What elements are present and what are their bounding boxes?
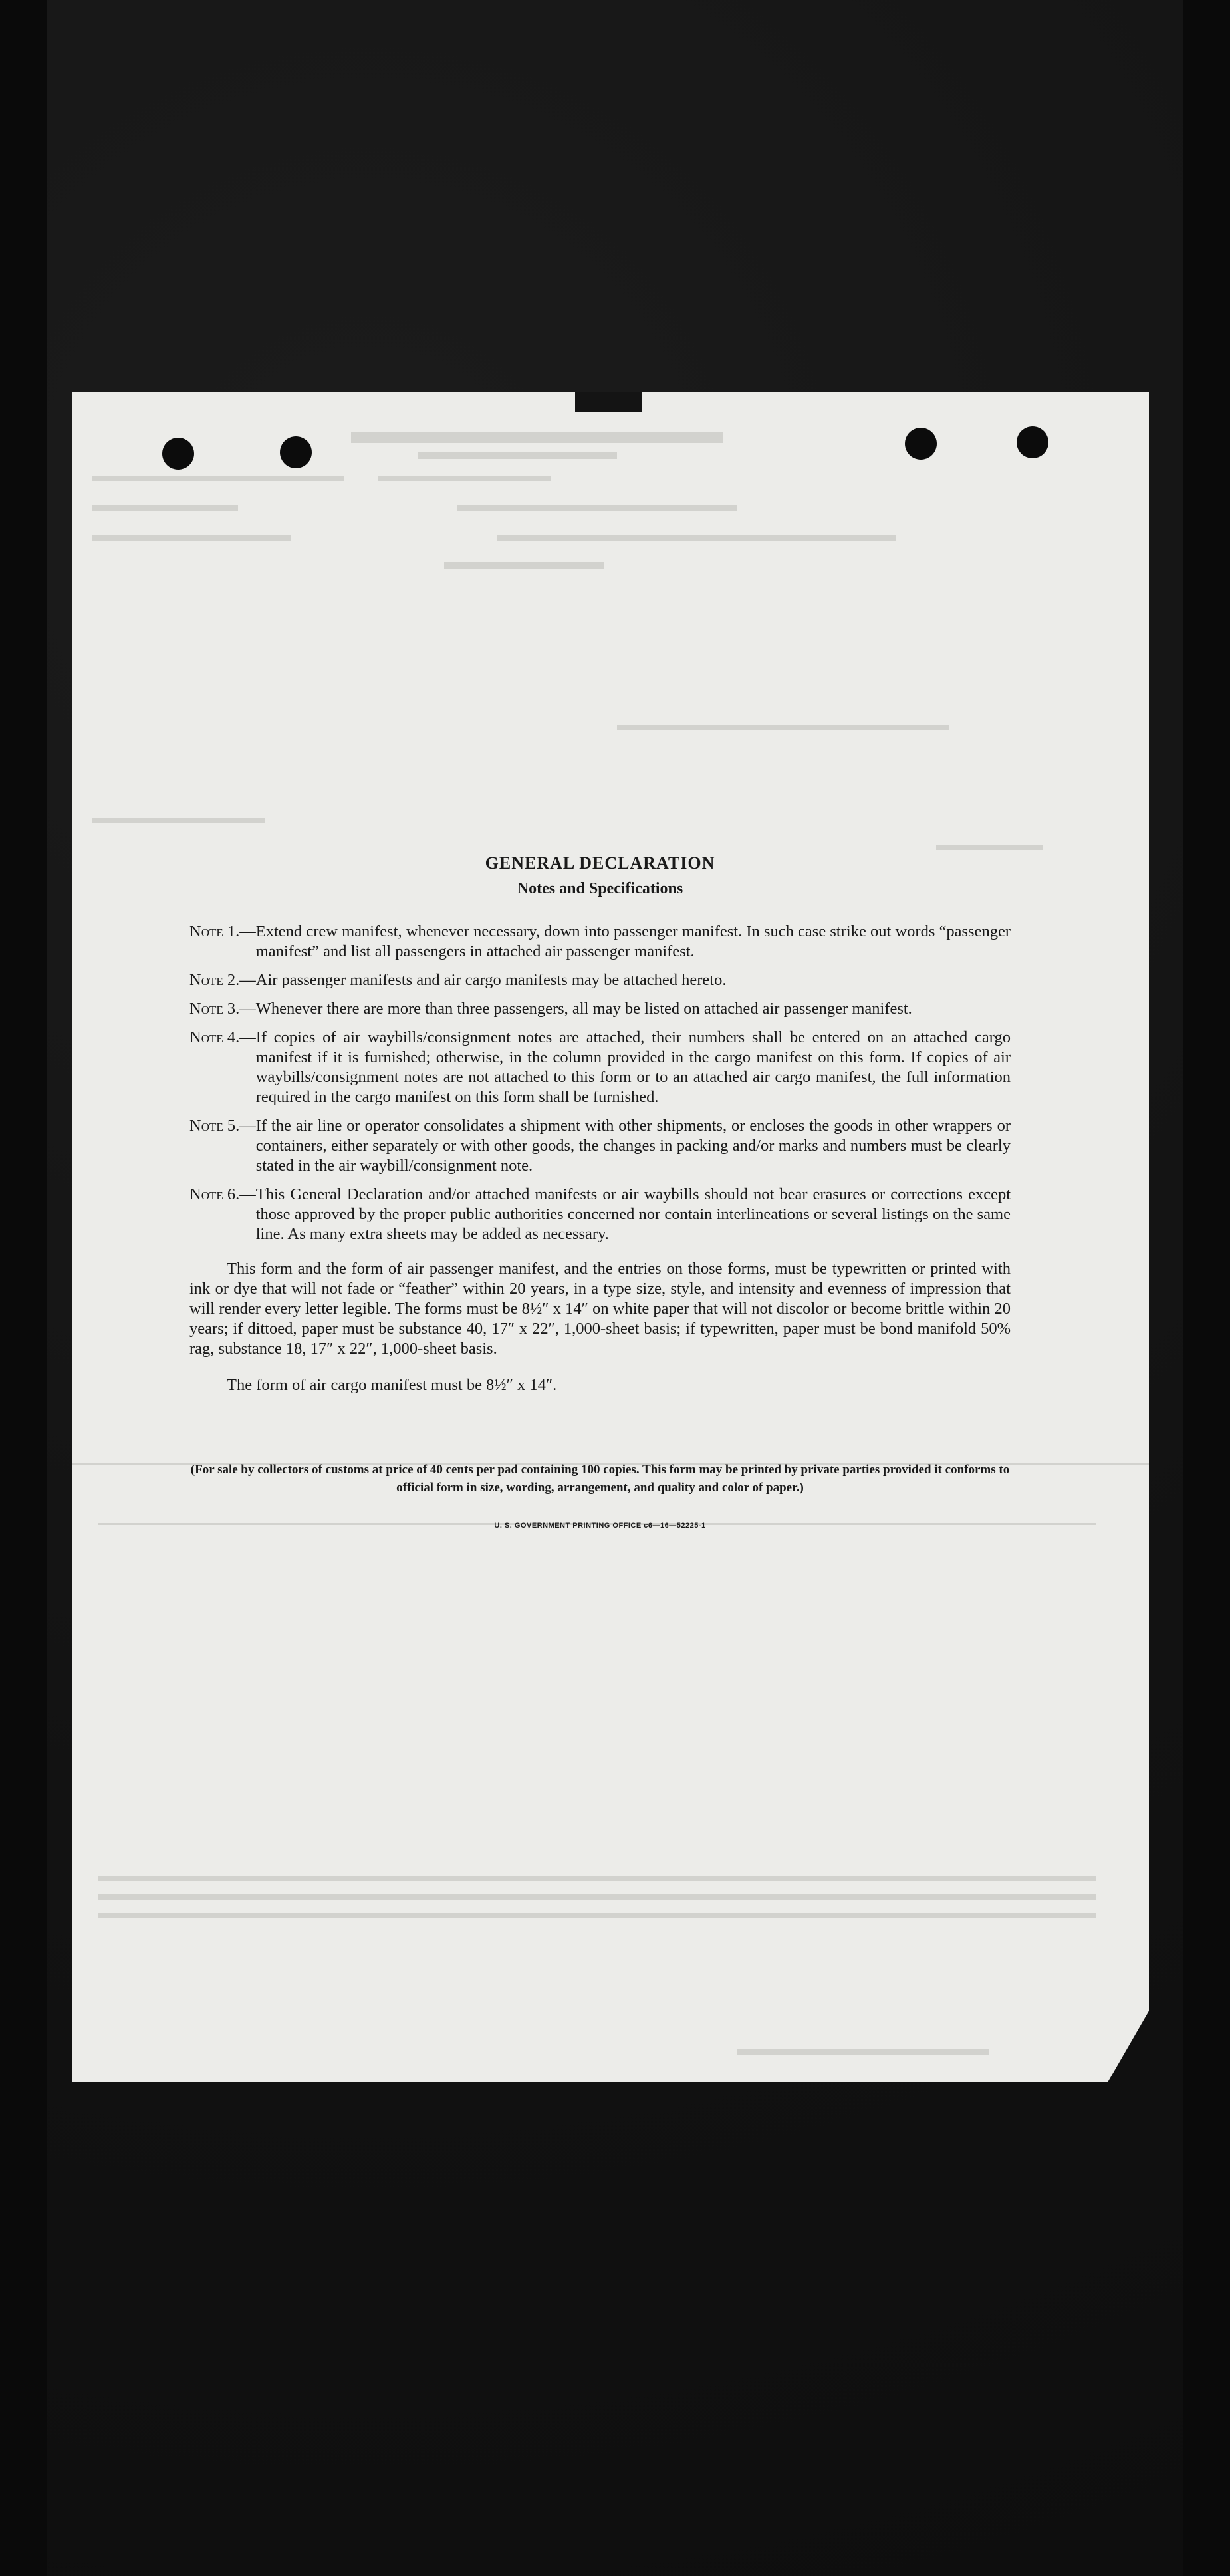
note-6	[189, 1185, 1011, 1244]
punch-hole	[1017, 426, 1048, 458]
punch-hole	[280, 436, 312, 468]
note-4	[189, 1028, 1011, 1107]
document-subtitle: Notes and Specifications	[517, 880, 683, 897]
document-content	[189, 853, 1011, 1530]
note-text: Air passenger manifests and air cargo manifests may be attached hereto.	[255, 971, 727, 989]
film-edge-right	[1183, 0, 1230, 2576]
note-3	[189, 999, 1011, 1019]
note-label: Note 4.—	[189, 1028, 256, 1046]
note-5	[189, 1116, 1011, 1176]
note-text: If copies of air waybills/consignment notes are attached, their numbers shall be entered on an attached cargo manifest if it is furnished; otherwise, in the column provided in the cargo manifest on this form. If copies of air waybills/consignment notes are not attached to this form or to an attached air cargo manifest, the full information required in the cargo manifest on this form shall be furnished.	[255, 1028, 1011, 1106]
printing-office-imprint: U. S. GOVERNMENT PRINTING OFFICE c6—16—52225-1	[494, 1521, 706, 1530]
film-edge-left	[0, 0, 47, 2576]
note-label: Note 5.—	[189, 1117, 256, 1135]
note-text: If the air line or operator consolidates a shipment with other shipments, or encloses the goods in other wrappers or containers, either separately or with other goods, the changes in packing and/or marks and numbers must be clearly stated in the air waybill/consignment note.	[255, 1117, 1011, 1175]
note-label: Note 3.—	[189, 1000, 256, 1018]
specification-paragraph: This form and the form of air passenger manifest, and the entries on those forms, must be typewritten or printed with ink or dye that will not fade or “feather” within 20 years, in a type size, style, and intensity and evenness of impression that will render every letter legible. The forms must be 8½″ x 14″ on white paper that will not discolor or become brittle within 20 years; if dittoed, paper must be substance 40, 17″ x 22″, 1,000-sheet basis; if typewritten, paper must be bond manifold 50% rag, substance 18, 17″ x 22″, 1,000-sheet basis.	[189, 1260, 1011, 1358]
note-1	[189, 922, 1011, 962]
paper-top-tab-shadow	[575, 392, 642, 412]
note-label: Note 1.—	[189, 923, 256, 940]
document-title: GENERAL DECLARATION	[485, 853, 715, 873]
note-label: Note 6.—	[189, 1185, 256, 1203]
cargo-manifest-size-line: The form of air cargo manifest must be 8½″ x 14″.	[227, 1375, 557, 1394]
punch-hole	[162, 438, 194, 470]
punch-hole	[905, 428, 937, 460]
note-label: Note 2.—	[189, 971, 256, 989]
note-text: This General Declaration and/or attached manifests or air waybills should not bear erasures or corrections except those approved by the proper public authorities concerned nor contain interlineations or several listings on the same line. As many extra sheets may be added as necessary.	[255, 1185, 1011, 1243]
note-text: Extend crew manifest, whenever necessary, down into passenger manifest. In such case strike out words “passenger manifest” and list all passengers in attached air passenger manifest.	[255, 923, 1011, 960]
note-2	[189, 970, 1011, 990]
sale-notice: (For sale by collectors of customs at price of 40 cents per pad containing 100 copies. This form may be printed by private parties provided it conforms to official form in size, wording, arrangement, and quality and color of paper.)	[190, 1462, 1010, 1495]
note-text: Whenever there are more than three passengers, all may be listed on attached air passenger manifest.	[255, 1000, 912, 1018]
